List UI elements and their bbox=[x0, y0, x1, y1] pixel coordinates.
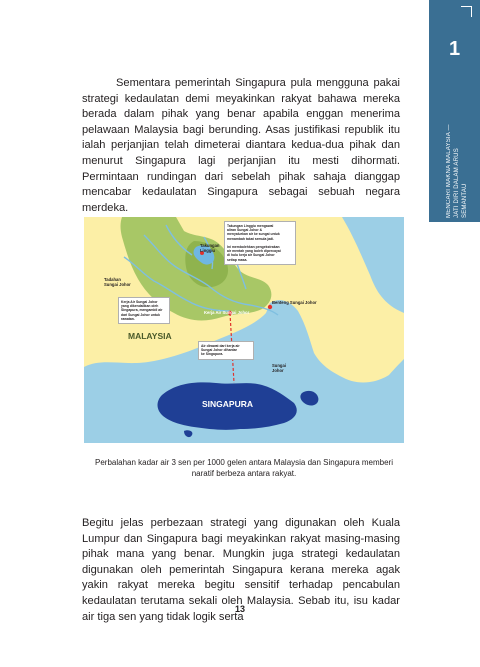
label-takungan-linggiu: Takungan Linggiu bbox=[200, 243, 220, 253]
note-air-dirawat bbox=[198, 341, 254, 360]
page-number: 13 bbox=[234, 604, 245, 614]
figure-caption: Perbalahan kadar air 3 sen per 1000 gelen antara Malaysia dan Singapura memberi naratif berbeza antara rakyat. bbox=[95, 458, 393, 478]
paragraph-1: Sementara pemerintah Singapura pula mengguna pakai strategi kedaulatan demi meyakinkan rakyat bahawa mereka berada dalam pihak yang benar apabila enggan menerima pelawaan Malaysia bagi berunding. Asas justifikasi republik itu ialah perjanjian telah dimeterai diantara kedua-dua pihak dan menurut Singapura lagi perjanjian itu mesti dihormati. Permintaan rundingan dari sebelah pihak sahaja dianggap mencabar kedaulatan Singapura sebagai sebuah negara merdeka. bbox=[82, 77, 400, 214]
chapter-title-vertical bbox=[445, 120, 469, 218]
note-air-dirawat-text: Air dirawat dari kerja air Sungai Johor dihantar ke Singapura. bbox=[201, 344, 240, 357]
label-kerja-air: Kerja Air Sungai Johor bbox=[204, 310, 250, 315]
note-takungan-text: Takungan Linggiu mengawal aliran Sungai Johor & menyalurkan air ke sungai untuk menambah takat semula jadi. Ini membolehkan pengekstrakan air mentah yang boleh dipercayai di hulu kerja air Sungai Johor setiap masa. bbox=[227, 224, 281, 262]
corner-mark-icon bbox=[461, 6, 472, 17]
marker-benteng bbox=[268, 305, 272, 309]
chapter-title-line: MENCARI MAKNA MALAYSIA — JATI DIRI DALAM ARUS SEMANTAU bbox=[446, 124, 468, 218]
chapter-number: 1 bbox=[448, 38, 461, 60]
note-kerja-air bbox=[118, 297, 170, 324]
chapter-side-tab bbox=[429, 0, 480, 222]
johor-singapore-water-map bbox=[84, 217, 404, 443]
label-singapura: SINGAPURA bbox=[202, 399, 254, 409]
label-benteng: Benteng Sungai Johor bbox=[272, 300, 317, 305]
label-malaysia: MALAYSIA bbox=[128, 331, 172, 341]
note-takungan bbox=[224, 221, 296, 265]
note-kerja-air-text: Kerja Air Sungai Johor yang dikendalikan oleh Singapura, mengambil air dari Sungai Johor untuk rawatan. bbox=[121, 300, 163, 321]
label-sungai-johor: Sungai Johor bbox=[272, 363, 286, 373]
label-tadahan: Tadahan Sungai Johor bbox=[104, 277, 131, 287]
paragraph-2: Begitu jelas perbezaan strategi yang digunakan oleh Kuala Lumpur dan Singapura bagi meyakinkan rakyat masing-masing pihak mana yang benar. Mungkin juga strategi kedaulatan digunakan oleh pemerintah Singapura kerana mereka agak yakin rakyat mereka begitu sensitif terhadap pencabulan kedaulatan terutama sekali oleh Malaysia. Sebab itu, isu kadar air tiga sen yang tidak logik serta bbox=[82, 517, 400, 623]
